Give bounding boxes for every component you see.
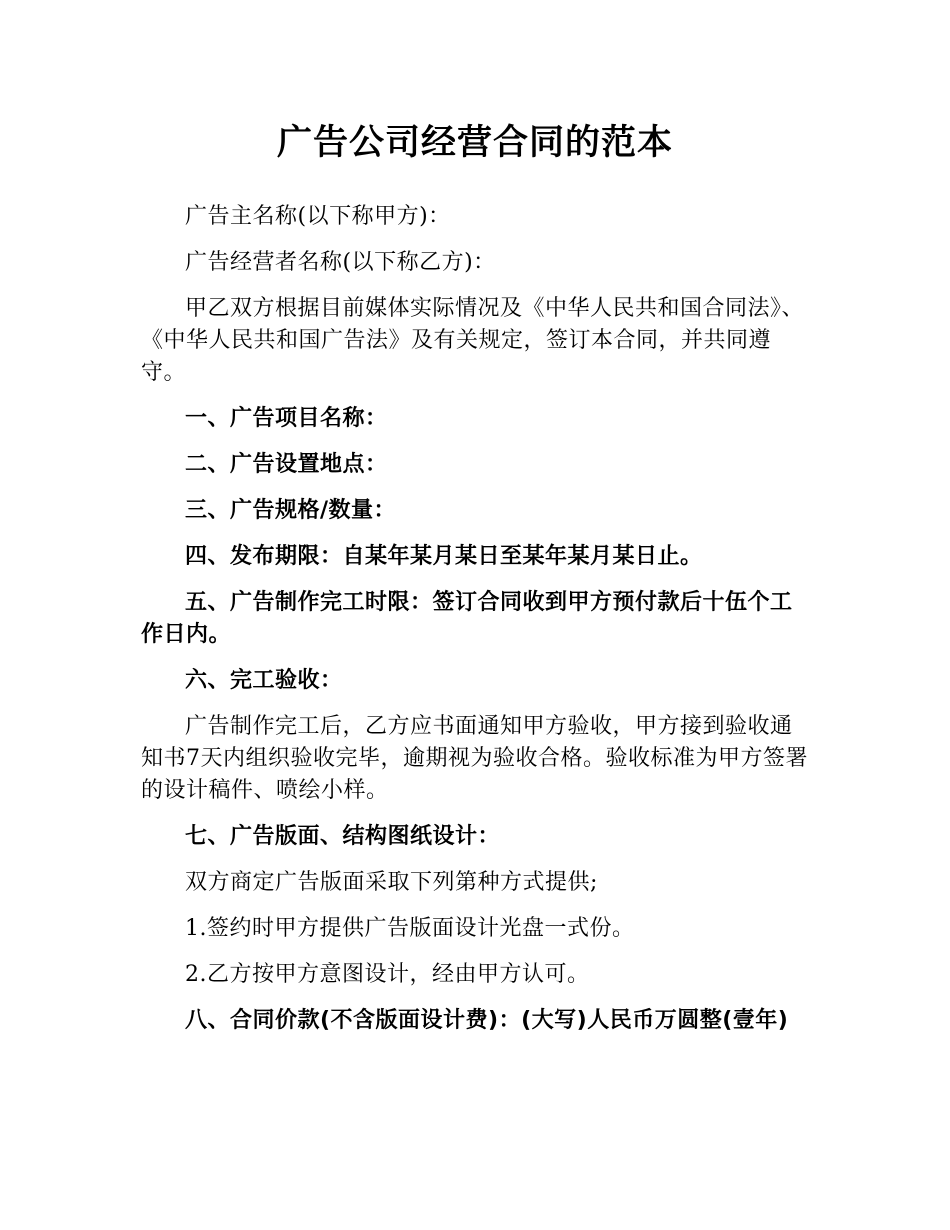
preamble-paragraph: 甲乙双方根据目前媒体实际情况及《中华人民共和国合同法》、《中华人民共和国广告法》及有关规定，签订本合同，并共同遵守。 xyxy=(141,296,805,385)
operator-name-line: 广告经营者名称(以下称乙方)： xyxy=(185,250,496,275)
layout-design-paragraph: 双方商定广告版面采取下列第种方式提供; xyxy=(185,870,598,895)
clause-heading-acceptance: 六、完工验收： xyxy=(185,668,343,693)
clause-heading-contract-price: 八、合同价款(不含版面设计费)：(大写)人民币万圆整(壹年) xyxy=(185,1008,789,1033)
clause-heading-location: 二、广告设置地点： xyxy=(185,452,388,477)
clause-heading-completion-deadline: 五、广告制作完工时限：签订合同收到甲方预付款后十伍个工作日内。 xyxy=(141,590,793,647)
clause-heading-project-name: 一、广告项目名称： xyxy=(185,406,388,431)
acceptance-paragraph: 广告制作完工后，乙方应书面通知甲方验收，甲方接到验收通知书7天内组织验收完毕，逾期视为验收合格。验收标准为甲方签署的设计稿件、喷绘小样。 xyxy=(141,714,808,803)
clause-heading-specification: 三、广告规格/数量： xyxy=(185,498,397,523)
document-body xyxy=(141,118,809,1051)
advertiser-name-line: 广告主名称(以下称甲方)： xyxy=(185,204,451,229)
clause-heading-publication-period: 四、发布期限：自某年某月某日至某年某月某日止。 xyxy=(185,544,703,569)
layout-design-option-2: 2.乙方按甲方意图设计，经由甲方认可。 xyxy=(185,962,590,987)
clause-heading-layout-design: 七、广告版面、结构图纸设计： xyxy=(185,824,501,849)
document-title: 广告公司经营合同的范本 xyxy=(276,123,673,163)
layout-design-option-1: 1.签约时甲方提供广告版面设计光盘一式份。 xyxy=(185,916,635,941)
